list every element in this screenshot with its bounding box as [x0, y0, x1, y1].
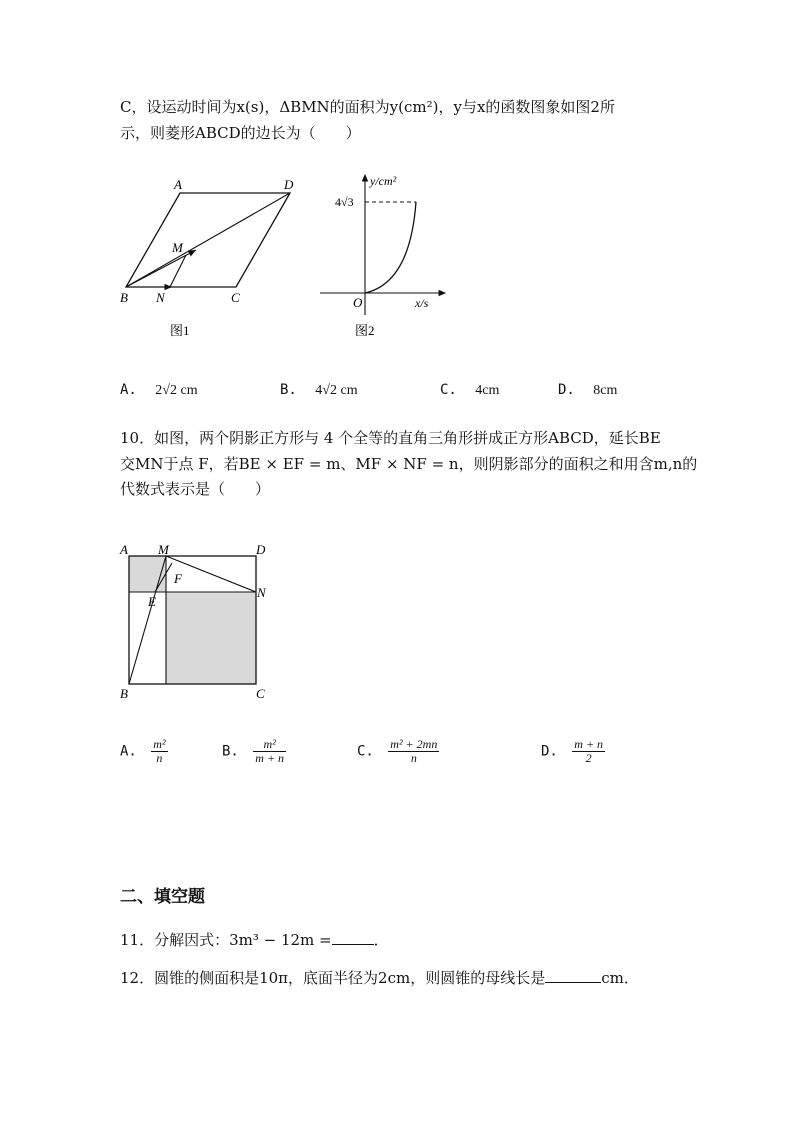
- y-value-label: 4√3: [335, 195, 354, 209]
- q10-text-line2: 交MN于点 F，若BE × EF = m、MF × NF = n，则阴影部分的面积之和用含m,n的: [120, 455, 698, 473]
- y-axis-label: y/cm²: [370, 174, 397, 188]
- fraction-denominator: n: [410, 751, 417, 765]
- q11-answer-blank[interactable]: [332, 944, 374, 945]
- q9-option-a[interactable]: [120, 382, 198, 399]
- q9-text-line2: 示，则菱形ABCD的边长为（ ）: [120, 124, 361, 142]
- q10-text-line1: 10．如图，两个阴影正方形与 4 个全等的直角三角形拼成正方形ABCD，延长BE: [120, 429, 661, 447]
- label-c: C: [256, 686, 265, 701]
- q9-figure-1: [110, 170, 310, 345]
- q10-option-a[interactable]: [120, 738, 168, 765]
- label-d: D: [256, 542, 266, 557]
- q9-text-line1: C，设运动时间为x(s)，ΔBMN的面积为y(cm²)，y与x的函数图象如图2所: [120, 98, 615, 116]
- option-letter: C.: [440, 382, 457, 398]
- label-b: B: [120, 686, 128, 701]
- option-text: 4cm: [475, 383, 500, 398]
- graph-curve: [365, 202, 416, 293]
- q9-option-c[interactable]: [440, 382, 499, 399]
- x-axis-label: x/s: [415, 296, 429, 310]
- label-a: A: [120, 542, 128, 557]
- option-letter: D.: [558, 382, 575, 398]
- label-f: F: [174, 571, 182, 586]
- label-m: M: [172, 240, 183, 255]
- q11-line: [120, 929, 389, 951]
- fraction-denominator: n: [156, 751, 163, 765]
- q11-suffix: ．: [373, 931, 389, 949]
- fraction-numerator: m + n: [574, 737, 604, 751]
- q9-option-d[interactable]: [558, 382, 617, 399]
- option-letter: D.: [541, 743, 558, 760]
- fig1-caption: 图1: [170, 323, 190, 338]
- option-letter: A.: [120, 743, 137, 760]
- label-m: M: [158, 542, 169, 557]
- fraction-numerator: m²: [253, 738, 286, 752]
- label-d: D: [284, 177, 294, 192]
- q12-text: 12．圆锥的侧面积是10π，底面半径为2cm，则圆锥的母线长是: [120, 969, 546, 987]
- option-letter: A.: [120, 382, 137, 398]
- option-text: 4√2 cm: [315, 383, 358, 398]
- q12-line: [120, 967, 639, 989]
- option-fraction: [572, 738, 605, 765]
- option-fraction: [388, 738, 439, 765]
- q10-text-line3: 代数式表示是（ ）: [120, 480, 271, 498]
- option-letter: B.: [280, 382, 297, 398]
- q10-option-c[interactable]: [357, 738, 439, 765]
- fraction-numerator: m²: [153, 737, 166, 751]
- fraction-denominator: 2: [585, 751, 592, 765]
- label-b: B: [120, 290, 128, 305]
- fraction-denominator: m + n: [255, 751, 285, 765]
- q9-option-b[interactable]: [280, 382, 358, 399]
- option-fraction: [151, 738, 167, 765]
- option-text: 8cm: [593, 383, 618, 398]
- diagonal-bd: [126, 193, 290, 287]
- label-a: A: [174, 177, 182, 192]
- large-shaded-square: [166, 592, 256, 684]
- option-letter: B.: [222, 743, 239, 760]
- q12-suffix: cm．: [601, 969, 639, 987]
- fraction-numerator: m² + 2mn: [390, 737, 438, 751]
- option-fraction: [253, 738, 286, 765]
- q12-answer-blank[interactable]: [545, 982, 601, 983]
- origin-label: O: [353, 295, 363, 310]
- section-heading: 二、填空题: [120, 887, 205, 907]
- q10-figure: [110, 538, 280, 703]
- label-n: N: [257, 585, 266, 600]
- q10-option-b[interactable]: [222, 738, 286, 765]
- q10-option-d[interactable]: [541, 738, 605, 765]
- label-e: E: [148, 594, 156, 609]
- label-n: N: [156, 290, 165, 305]
- option-letter: C.: [357, 743, 374, 760]
- fig2-caption: 图2: [355, 323, 375, 338]
- option-text: 2√2 cm: [155, 383, 198, 398]
- label-c: C: [231, 290, 240, 305]
- q9-figure-2: [315, 165, 455, 345]
- q11-text: 11．分解因式：3m³ − 12m =: [120, 931, 332, 949]
